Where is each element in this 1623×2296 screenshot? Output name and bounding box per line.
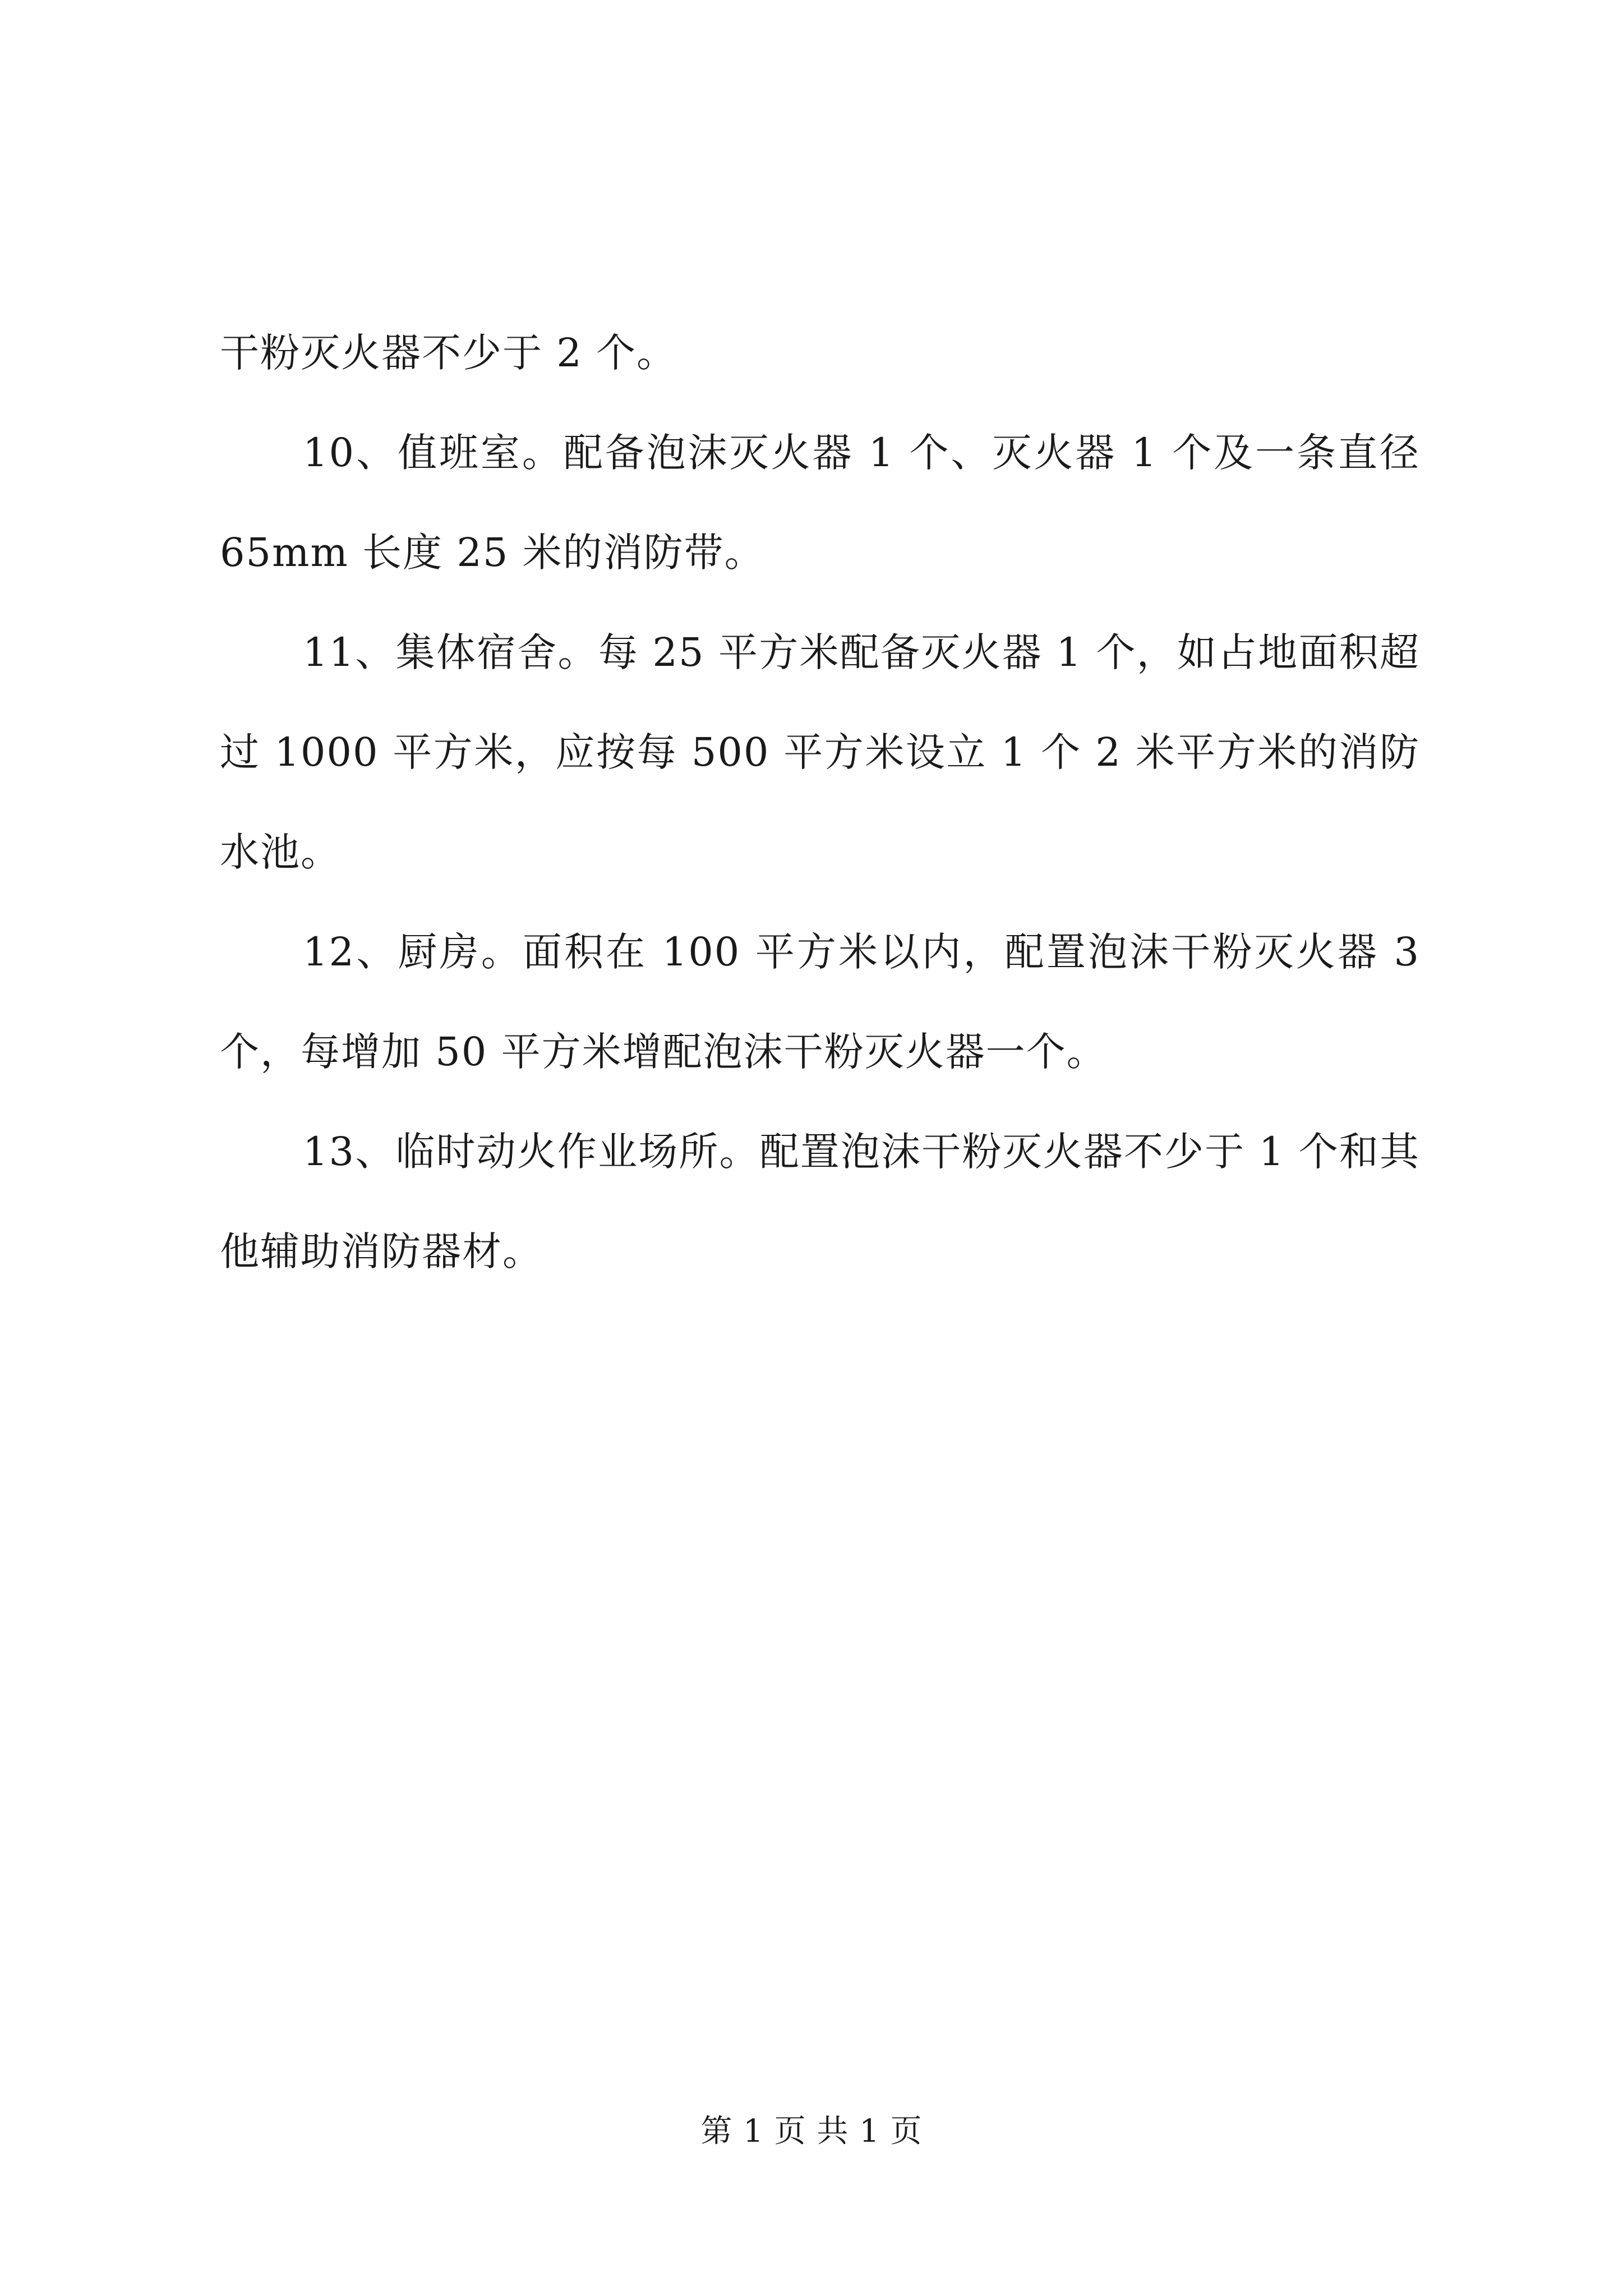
page-footer [0,2109,1623,2154]
paragraph-item-10: 10、值班室。配备泡沫灭火器 1 个、灭火器 1 个及一条直径 65mm 长度 25 米的消防带。 [220,430,1420,576]
page-number-label: 第 1 页 共 1 页 [700,2113,923,2150]
paragraph-item-13: 13、临时动火作业场所。配置泡沫干粉灭火器不少于 1 个和其他辅助消防器材。 [220,1129,1420,1274]
paragraph-item-11: 11、集体宿舍。每 25 平方米配备灭火器 1 个，如占地面积超过 1000 平方米，应按每 500 平方米设立 1 个 2 米平方米的消防水池。 [220,629,1420,875]
paragraph-continuation: 干粉灭火器不少于 2 个。 [220,330,677,376]
paragraph-item-12: 12、厨房。面积在 100 平方米以内，配置泡沫干粉灭火器 3 个，每增加 50 平方米增配泡沫干粉灭火器一个。 [220,929,1420,1075]
document-body [220,303,1420,1301]
